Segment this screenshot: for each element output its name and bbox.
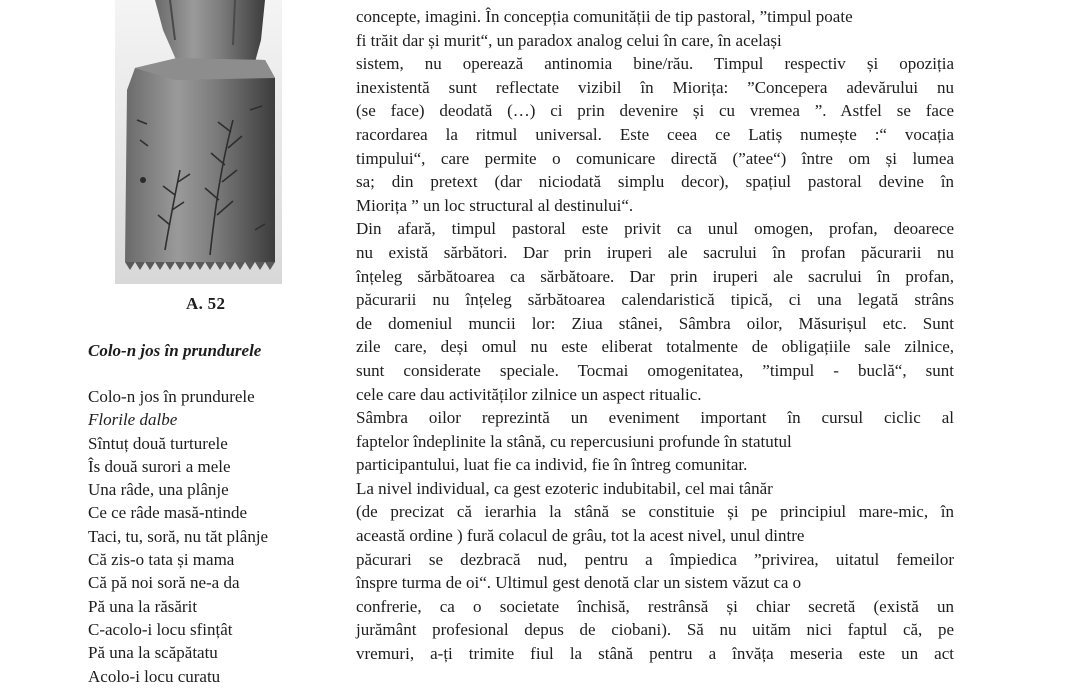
body-line: nu există sărbători. Dar prin iruperi ale sacrului în profan păcurarii nu bbox=[356, 242, 954, 262]
body-line: racordarea la ritmul universal. Este ceea ce Latiș numește :“ vocația bbox=[356, 124, 954, 144]
body-line: Din afară, timpul pastoral este privit ca unul omogen, profan, deoarece bbox=[356, 219, 954, 239]
body-line: (se face) deodată (…) ci prin devenire și cu vremea ”. Astfel se face bbox=[356, 101, 954, 121]
body-line: sunt considerate speciale. Tocmai omogenitatea, ”timpul - buclă“, sunt bbox=[356, 360, 954, 380]
body-line: Sâmbra oilor reprezintă un eveniment important în cursul ciclic al bbox=[356, 408, 954, 428]
body-line: jurământ profesional depus de ciobani). Să nu uităm nici faptul că, pe bbox=[356, 620, 954, 640]
poem-title: Colo-n jos în prundurele bbox=[88, 341, 262, 360]
poem-line: Pă una la scăpătatu bbox=[88, 643, 218, 663]
body-line: fi trăit dar și murit“, un paradox analog celui în care, în același bbox=[356, 30, 782, 50]
body-line: păcurarii nu înțeleg sărbătoarea calendaristică tipică, ci una legată strâns bbox=[356, 290, 954, 310]
body-line: timpului“, care permite o comunicare directă (”atee“) între om și lumea bbox=[356, 148, 954, 168]
carved-wooden-object-photo bbox=[115, 0, 282, 284]
body-text bbox=[356, 5, 954, 666]
body-line: participantului, luat fie ca individ, fie în întreg comunitar. bbox=[356, 455, 748, 475]
body-line: zile care, deși omul nu este eliberat totalmente de obligațiile sale zilnice, bbox=[356, 337, 954, 357]
body-line: păcurari se dezbracă nud, pentru a împiedica ”privirea, uitatul femeilor bbox=[356, 549, 954, 569]
body-line: inexistentă sunt reflectate vizibil în Miorița: ”Concepera adevărului nu bbox=[356, 77, 954, 97]
body-line: de domeniul muncii lor: Ziua stânei, Sâmbra oilor, Măsurișul etc. Sunt bbox=[356, 313, 954, 333]
body-line: confrerie, ca o societate închisă, restrânsă și chiar secretă (există un bbox=[356, 596, 954, 616]
poem-line: Taci, tu, soră, nu tăt plânje bbox=[88, 526, 269, 546]
poem-line: Acolo-i locu curatu bbox=[88, 666, 221, 686]
poem-line: C-acolo-i locu sfințât bbox=[88, 619, 233, 639]
body-line: înțeleg sărbătoarea ca sărbătoare. Dar prin iruperi ale sacrului în profan, bbox=[356, 266, 954, 286]
poem-line: Sîntuț două turturele bbox=[88, 433, 228, 453]
poem-line: Pă una la răsărit bbox=[88, 596, 198, 616]
body-line: sistem, nu operează antinomia bine/rău. Timpul respectiv și opoziția bbox=[356, 54, 954, 74]
body-line: La nivel individual, ca gest ezoteric indubitabil, cel mai tânăr bbox=[356, 478, 773, 498]
poem-line: Una râde, una plânje bbox=[88, 480, 229, 500]
poem-text bbox=[88, 385, 348, 688]
poem-line: Ce ce râde masă-ntinde bbox=[88, 503, 248, 523]
body-line: Miorița ” un loc structural al destinului“. bbox=[356, 195, 634, 215]
poem-line: Că zis-o tata și mama bbox=[88, 550, 235, 570]
body-line: concepte, imagini. În concepția comunității de tip pastoral, ”timpul poate bbox=[356, 7, 853, 26]
poem-line: Florile dalbe bbox=[88, 410, 178, 430]
body-line: sa; din pretext (dar niciodată simplu decor), spațiul pastoral devine în bbox=[356, 172, 954, 192]
body-line: înspre turma de oi“. Ultimul gest denotă clar un sistem văzut ca o bbox=[356, 573, 802, 593]
body-line: faptelor îndeplinite la stână, cu repercusiuni profunde în statutul bbox=[356, 431, 792, 451]
body-line: cele care dau activităților zilnice un aspect ritualic. bbox=[356, 384, 702, 404]
body-line: această ordine ) fură colacul de grâu, tot la acest nivel, unul dintre bbox=[356, 526, 805, 546]
poem-line: Colo-n jos în prundurele bbox=[88, 387, 255, 406]
body-line: vremuri, a-ți trimite fiul la stână pentru a învăța meseria este un act bbox=[356, 644, 954, 664]
body-line: (de precizat că ierarhia la stână se constituie și pe principiul mare-mic, în bbox=[356, 502, 954, 522]
poem-line: Îs două surori a mele bbox=[88, 456, 231, 476]
poem-line: Că pă noi soră ne-a da bbox=[88, 573, 240, 593]
figure-caption: A. 52 bbox=[186, 294, 226, 313]
